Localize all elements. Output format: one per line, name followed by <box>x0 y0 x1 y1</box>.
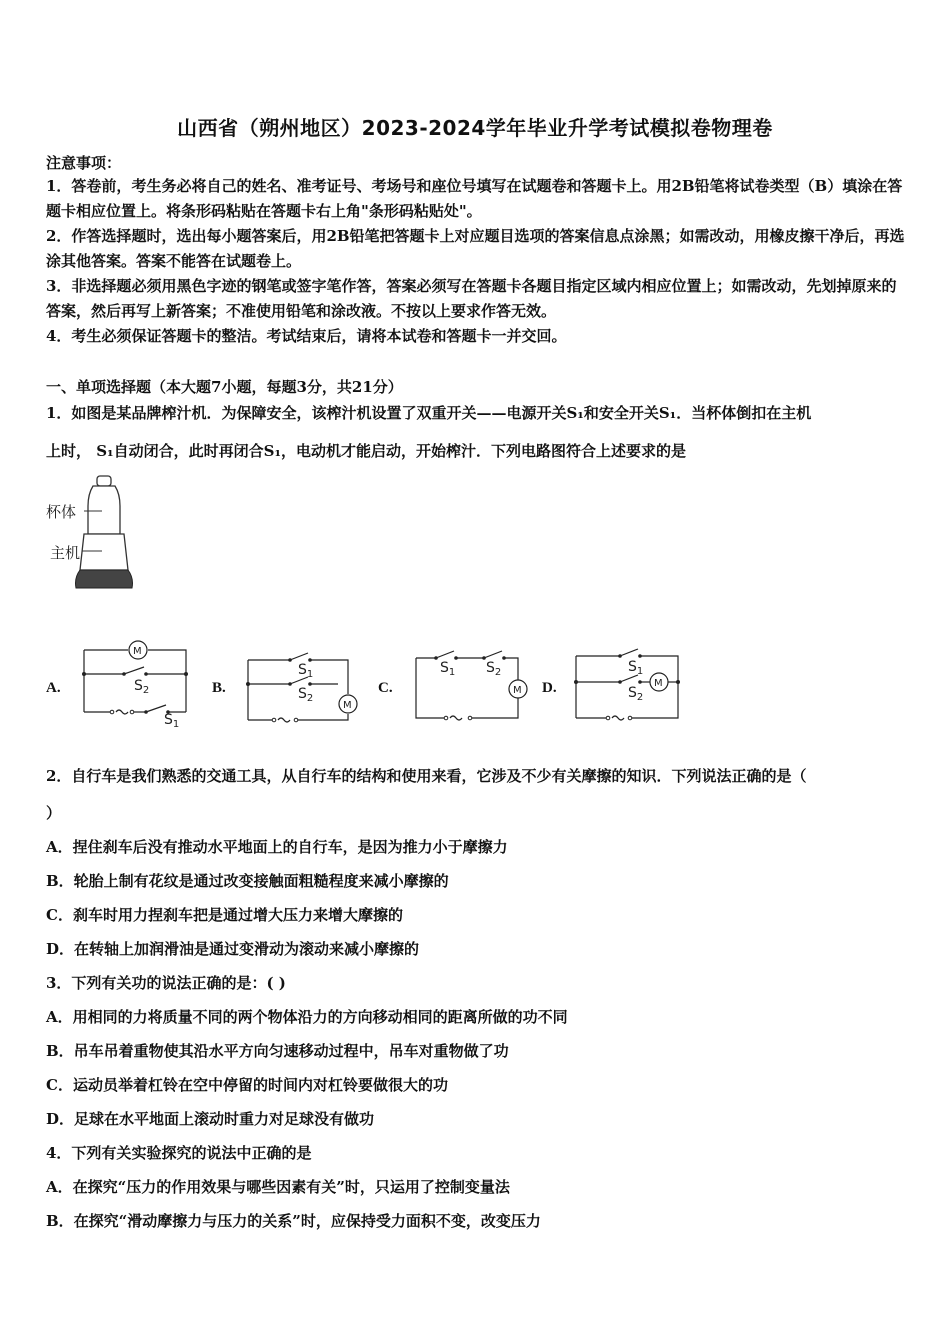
circuit-c-s1-label <box>440 660 455 678</box>
q1-stem-line1: 1．如图是某品牌榨汁机．为保障安全，该榨汁机设置了双重开关——电源开关S₁和安全开关S₁．当杯体倒扣在主机 <box>46 404 812 422</box>
q1-stem-line2: 上时， S₁自动闭合，此时再闭合S₁，电动机才能启动，开始榨汁．下列电路图符合上述要求的是 <box>46 442 687 460</box>
circuit-b-s2-label <box>298 686 313 704</box>
option-d-label: D. <box>542 680 557 696</box>
juicer-cup <box>88 476 120 534</box>
notice-item-4: 4．考生必须保证答题卡的整洁。考试结束后，请将本试卷和答题卡一并交回。 <box>46 327 567 345</box>
circuit-c-s2-letter: S <box>486 660 495 676</box>
option-a-label: A. <box>46 680 61 696</box>
circuit-a <box>76 634 192 728</box>
circuit-a-motor-label: M <box>133 646 142 657</box>
circuit-c-s2-sub: 2 <box>494 667 502 678</box>
circuit-b <box>242 650 362 728</box>
circuit-c <box>410 644 534 724</box>
circuit-a-s1-label <box>164 712 179 728</box>
q2-stem-line1: 2．自行车是我们熟悉的交通工具，从自行车的结构和使用来看，它涉及不少有关摩擦的知识．下列说法正确的是（ <box>46 767 807 785</box>
circuit-c-s1-letter: S <box>440 660 449 676</box>
juicer-base <box>76 534 133 588</box>
circuit-b-s1-letter: S <box>298 662 307 678</box>
option-b-label: B. <box>212 680 226 696</box>
circuit-d-s1-label <box>628 659 643 677</box>
circuit-d-s2-label <box>628 685 643 703</box>
circuit-d-s2-sub: 2 <box>636 692 644 703</box>
q4-stem: 4．下列有关实验探究的说法中正确的是 <box>46 1144 312 1162</box>
notice-item-2: 2．作答选择题时，选出每小题答案后，用2B铅笔把答题卡上对应题目选项的答案信息点涂黑；如需改动，用橡皮擦干净后，再选涂其他答案。答案不能答在试题卷上。 <box>46 227 905 270</box>
section-heading: 一、单项选择题（本大题7小题，每题3分，共21分） <box>46 378 403 396</box>
circuit-d-s1-letter: S <box>628 659 637 675</box>
notice-item-1: 1．答卷前，考生务必将自己的姓名、准考证号、考场号和座位号填写在试题卷和答题卡上。用2B铅笔将试卷类型（B）填涂在答题卡相应位置上。将条形码粘贴在答题卡右上角"条形码粘贴处"。 <box>46 177 903 220</box>
circuit-d-s1-sub: 1 <box>636 666 644 677</box>
option-c-label: C. <box>378 680 393 696</box>
q2-stem-line2: ） <box>46 804 62 822</box>
circuit-d-motor-label: M <box>654 678 663 689</box>
q2-option-a: A．捏住刹车后没有推动水平地面上的自行车，是因为推力小于摩擦力 <box>46 838 508 856</box>
circuit-b-s1-sub: 1 <box>306 669 314 680</box>
juicer-figure <box>44 472 154 594</box>
q3-option-b: B．吊车吊着重物使其沿水平方向匀速移动过程中，吊车对重物做了功 <box>46 1042 509 1060</box>
circuit-a-s1-sub: 1 <box>172 719 180 728</box>
circuit-c-s1-sub: 1 <box>448 667 456 678</box>
q3-option-c: C．运动员举着杠铃在空中停留的时间内对杠铃要做很大的功 <box>46 1076 448 1094</box>
circuit-a-s1-letter: S <box>164 712 173 728</box>
q2-option-c: C．刹车时用力捏刹车把是通过增大压力来增大摩擦的 <box>46 906 403 924</box>
q4-option-b: B．在探究“滑动摩擦力与压力的关系”时，应保持受力面积不变，改变压力 <box>46 1212 541 1230</box>
q2-option-d: D．在转轴上加润滑油是通过变滑动为滚动来减小摩擦的 <box>46 940 420 958</box>
circuit-c-s2-label <box>486 660 501 678</box>
circuit-b-s2-letter: S <box>298 686 307 702</box>
circuit-a-s2-letter: S <box>134 678 143 694</box>
circuit-b-motor-label: M <box>343 700 352 711</box>
page-title: 山西省（朔州地区）2023-2024学年毕业升学考试模拟卷物理卷 <box>177 116 773 140</box>
q4-option-a: A．在探究“压力的作用效果与哪些因素有关”时，只运用了控制变量法 <box>46 1178 510 1196</box>
circuit-b-s2-sub: 2 <box>306 693 314 704</box>
q2-option-b: B．轮胎上制有花纹是通过改变接触面粗糙程度来减小摩擦的 <box>46 872 449 890</box>
circuit-c-motor-label: M <box>513 685 522 696</box>
circuit-b-s1-label <box>298 662 313 680</box>
circuit-a-s2-sub: 2 <box>142 685 150 696</box>
notice-heading: 注意事项： <box>46 154 122 172</box>
q3-option-a: A．用相同的力将质量不同的两个物体沿力的方向移动相同的距离所做的功不同 <box>46 1008 568 1026</box>
circuit-d-s2-letter: S <box>628 685 637 701</box>
circuit-d <box>570 644 688 726</box>
q3-option-d: D．足球在水平地面上滚动时重力对足球没有做功 <box>46 1110 375 1128</box>
cup-label: 杯体 <box>46 503 77 521</box>
base-label: 主机 <box>50 544 81 562</box>
notice-item-3: 3．非选择题必须用黑色字迹的钢笔或签字笔作答，答案必须写在答题卡各题目指定区域内相应位置上；如需改动，先划掉原来的答案，然后再写上新答案；不准使用铅笔和涂改液。不按以上要求作答无效。 <box>46 277 897 320</box>
q3-stem: 3．下列有关功的说法正确的是：( ) <box>46 974 286 992</box>
circuit-a-s2-label <box>134 678 149 696</box>
